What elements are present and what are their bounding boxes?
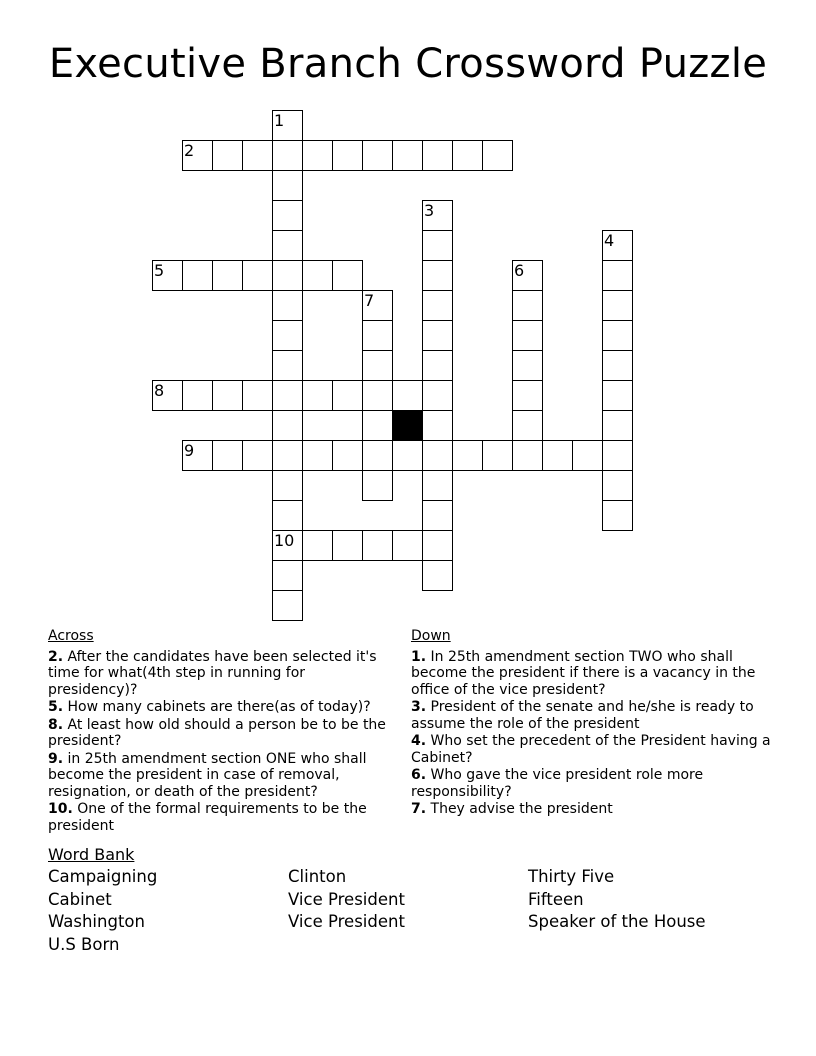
word-bank-item: Vice President — [288, 889, 405, 909]
across-clue — [48, 717, 398, 750]
word-bank-title: Word Bank — [48, 845, 135, 864]
grid-cell[interactable] — [422, 440, 453, 471]
grid-cell[interactable] — [362, 140, 393, 171]
grid-cell[interactable] — [272, 410, 303, 441]
grid-cell[interactable] — [422, 530, 453, 561]
grid-cell[interactable] — [242, 260, 273, 291]
cell-number: 9 — [184, 441, 195, 460]
grid-cell[interactable] — [242, 140, 273, 171]
down-clue — [411, 649, 771, 699]
grid-cell[interactable] — [362, 470, 393, 501]
grid-cell[interactable] — [602, 380, 633, 411]
grid-cell[interactable] — [182, 380, 213, 411]
across-clue — [48, 699, 398, 716]
grid-cell[interactable] — [422, 320, 453, 351]
grid-cell[interactable] — [362, 350, 393, 381]
grid-cell[interactable] — [602, 470, 633, 501]
grid-cell[interactable] — [362, 380, 393, 411]
word-bank-item: Clinton — [288, 867, 347, 886]
clue-number: 4. — [411, 733, 427, 749]
cell-number: 10 — [274, 531, 295, 550]
grid-cell[interactable] — [422, 140, 453, 171]
cell-number: 3 — [424, 201, 435, 220]
word-bank-item: Campaigning — [48, 867, 158, 886]
cell-number: 6 — [514, 261, 525, 280]
grid-cell[interactable] — [212, 260, 243, 291]
grid-cell[interactable] — [272, 140, 303, 171]
grid-cell[interactable] — [512, 440, 543, 471]
grid-cell[interactable] — [302, 260, 333, 291]
down-heading: Down — [411, 628, 451, 644]
across-heading: Across — [48, 628, 94, 644]
puzzle-title: Executive Branch Crossword Puzzle — [48, 41, 768, 87]
grid-cell[interactable] — [272, 230, 303, 261]
grid-cell[interactable] — [272, 470, 303, 501]
cell-number: 1 — [274, 111, 285, 130]
grid-cell[interactable] — [602, 350, 633, 381]
grid-cell[interactable] — [242, 380, 273, 411]
word-bank-item: Cabinet — [48, 889, 112, 909]
grid-cell[interactable] — [272, 260, 303, 291]
word-bank-item: Thirty Five — [528, 867, 615, 886]
clue-number: 3. — [411, 699, 427, 715]
grid-cell[interactable] — [272, 500, 303, 531]
clue-text: After the candidates have been selected it's time for what(4th step in running for presidency)? — [48, 648, 377, 698]
grid-cell[interactable] — [182, 260, 213, 291]
grid-cell[interactable] — [302, 380, 333, 411]
word-bank-item: Speaker of the House — [528, 912, 706, 931]
grid-cell[interactable] — [602, 440, 633, 471]
grid-cell[interactable] — [602, 260, 633, 291]
grid-cell[interactable] — [422, 230, 453, 261]
across-clue — [48, 801, 398, 834]
clue-text: They advise the president — [430, 801, 613, 817]
grid-cell[interactable] — [272, 320, 303, 351]
grid-cell[interactable] — [212, 440, 243, 471]
grid-cell[interactable] — [362, 410, 393, 441]
clue-text: How many cabinets are there(as of today)? — [67, 699, 371, 715]
clue-text: In 25th amendment section TWO who shall become the president if there is a vacancy in the office of the vice president? — [411, 648, 756, 698]
grid-cell[interactable] — [422, 290, 453, 321]
cell-number: 2 — [184, 141, 195, 160]
clue-number: 5. — [48, 699, 64, 715]
grid-cell[interactable] — [392, 440, 423, 471]
clue-text: President of the senate and he/she is ready to assume the role of the president — [411, 699, 754, 732]
cell-number: 8 — [154, 381, 165, 400]
grid-cell[interactable] — [422, 260, 453, 291]
clue-number: 9. — [48, 750, 64, 767]
grid-cell[interactable] — [422, 470, 453, 501]
clue-number: 6. — [411, 767, 427, 783]
grid-cell[interactable] — [512, 410, 543, 441]
down-clue — [411, 699, 771, 732]
grid-cell[interactable] — [302, 440, 333, 471]
clue-number: 1. — [411, 648, 427, 665]
clue-text: Who gave the vice president role more responsibility? — [411, 767, 704, 800]
grid-cell[interactable] — [602, 500, 633, 531]
down-clue — [411, 801, 771, 818]
clue-text: Who set the precedent of the President having a Cabinet? — [411, 733, 771, 766]
grid-cell[interactable] — [512, 290, 543, 321]
grid-cell[interactable] — [332, 260, 363, 291]
word-bank-list — [48, 867, 768, 957]
grid-cell[interactable] — [392, 140, 423, 171]
grid-cell[interactable] — [452, 440, 483, 471]
clue-number: 7. — [411, 801, 427, 817]
grid-cell[interactable] — [422, 410, 453, 441]
grid-cell[interactable] — [512, 380, 543, 411]
grid-cell[interactable] — [272, 290, 303, 321]
grid-cell[interactable] — [602, 410, 633, 441]
cell-number: 4 — [604, 231, 615, 250]
grid-cell[interactable] — [482, 440, 513, 471]
cell-number: 5 — [154, 261, 165, 280]
grid-cell[interactable] — [602, 320, 633, 351]
down-clues — [411, 628, 771, 819]
grid-cell[interactable] — [332, 530, 363, 561]
grid-cell[interactable] — [512, 320, 543, 351]
grid-cell[interactable] — [422, 350, 453, 381]
grid-cell[interactable] — [272, 380, 303, 411]
grid-cell[interactable] — [302, 140, 333, 171]
word-bank-item: U.S Born — [48, 934, 120, 954]
clue-number: 8. — [48, 716, 64, 733]
clue-text: in 25th amendment section ONE who shall become the president in case of removal, resignation, or death of the president? — [48, 750, 367, 800]
across-clues — [48, 628, 398, 835]
grid-cell[interactable] — [272, 350, 303, 381]
clue-text: At least how old should a person be to be the president? — [48, 716, 386, 749]
grid-cell[interactable] — [362, 440, 393, 471]
grid-cell[interactable] — [332, 440, 363, 471]
across-clue — [48, 649, 398, 699]
grid-cell[interactable] — [392, 530, 423, 561]
grid-cell[interactable] — [392, 380, 423, 411]
grid-cell[interactable] — [512, 350, 543, 381]
grid-cell[interactable] — [482, 140, 513, 171]
grid-cell[interactable] — [422, 560, 453, 591]
grid-cell[interactable] — [272, 200, 303, 231]
grid-cell[interactable] — [272, 170, 303, 201]
word-bank — [48, 845, 768, 957]
clue-number: 2. — [48, 648, 64, 665]
word-bank-item: Fifteen — [528, 889, 584, 909]
grid-cell[interactable] — [332, 380, 363, 411]
grid-cell[interactable] — [302, 530, 333, 561]
clue-number: 10. — [48, 801, 73, 817]
across-clue — [48, 751, 398, 801]
grid-cell[interactable] — [422, 500, 453, 531]
grid-cell[interactable] — [542, 440, 573, 471]
black-cell — [392, 410, 423, 441]
grid-cell[interactable] — [602, 290, 633, 321]
grid-cell[interactable] — [272, 590, 303, 621]
grid-cell[interactable] — [212, 140, 243, 171]
grid-cell[interactable] — [362, 530, 393, 561]
grid-cell[interactable] — [242, 440, 273, 471]
word-bank-item: Washington — [48, 912, 145, 931]
grid-cell[interactable] — [422, 380, 453, 411]
grid-cell[interactable] — [272, 440, 303, 471]
word-bank-item: Vice President — [288, 912, 405, 931]
grid-cell[interactable] — [452, 140, 483, 171]
cell-number: 7 — [364, 291, 375, 310]
grid-cell[interactable] — [572, 440, 603, 471]
grid-cell[interactable] — [332, 140, 363, 171]
clue-text: One of the formal requirements to be the president — [48, 801, 367, 834]
grid-cell[interactable] — [362, 320, 393, 351]
grid-cell[interactable] — [212, 380, 243, 411]
down-clue — [411, 733, 771, 766]
grid-cell[interactable] — [272, 560, 303, 591]
down-clue — [411, 767, 771, 800]
